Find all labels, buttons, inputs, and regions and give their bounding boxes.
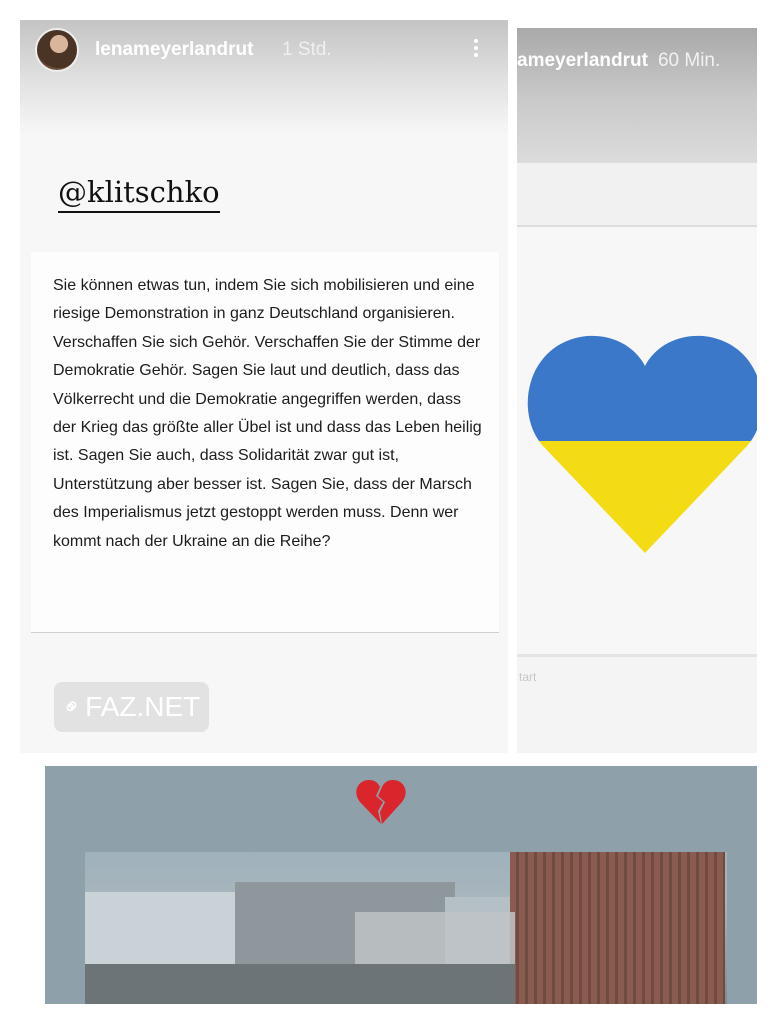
username[interactable]: lenameyerlandrut (95, 39, 254, 60)
quote-text: Sie können etwas tun, indem Sie sich mobilisieren und eine riesige Demonstration in ganz Deutschland organisieren. Verschaffen Sie sich Gehör. Verschaffen Sie der Stimme der Demokratie Gehör. Sagen Sie laut und deutlich, dass das Völkerrecht und die Demokratie angegriffen werden, dass der Krieg das größte aller Übel ist und dass das Leben heilig ist. Sagen Sie auch, dass Solidarität zwar gut ist, Unterstützung aber besser ist. Sagen Sie, dass der Marsch des Imperialismus jetzt gestoppt werden muss. Denn wer kommt nach der Ukraine an die Reihe? (53, 277, 482, 550)
quote-card (31, 252, 499, 633)
tower-building (510, 852, 725, 1004)
city-photo (85, 852, 727, 1004)
more-vertical-icon[interactable] (469, 36, 483, 62)
avatar[interactable] (35, 28, 79, 72)
story-second-footer: tart (519, 670, 537, 684)
building (85, 892, 235, 972)
broken-heart-icon (356, 778, 406, 826)
story-second-user (517, 50, 720, 72)
story-bottom[interactable] (45, 766, 757, 1004)
link-icon: ⚭ (56, 691, 87, 723)
link-sticker[interactable] (54, 682, 209, 732)
story-second-time: 60 Min. (657, 50, 721, 71)
foreground-structure (85, 964, 515, 1004)
story-main[interactable] (20, 20, 508, 753)
story-second-username[interactable]: ameyerlandrut (517, 50, 648, 71)
story-second-top-panel (517, 163, 757, 225)
story-time: 1 Std. (282, 39, 332, 60)
story-header (20, 20, 508, 135)
mention-klitschko[interactable]: @klitschko (58, 175, 220, 213)
divider (517, 654, 757, 657)
story-second[interactable] (517, 28, 757, 753)
ukraine-heart-icon (525, 328, 757, 558)
link-label: FAZ.NET (85, 691, 201, 722)
